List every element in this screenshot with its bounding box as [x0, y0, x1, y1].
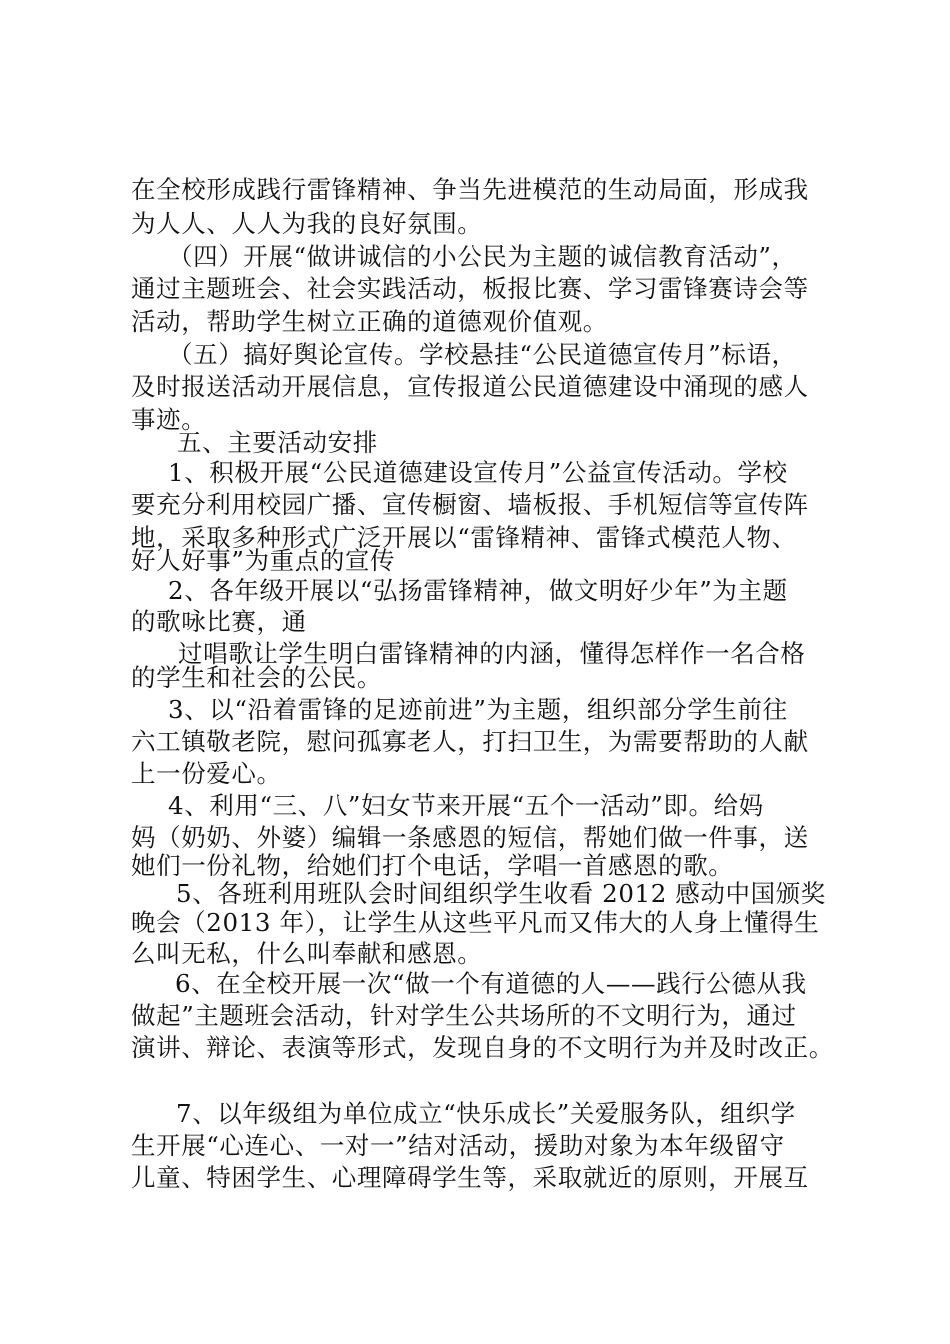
- text-line: 为人人、人人为我的良好氛围。: [131, 209, 483, 238]
- text-line: 儿童、特困学生、心理障碍学生等，采取就近的原则，开展互: [131, 1163, 809, 1192]
- text-line: 7、以年级组为单位成立“快乐成长”关爱服务队，组织学: [176, 1099, 796, 1128]
- text-line: 2、各年级开展以“弘扬雷锋精神，做文明好少年”为主题: [168, 576, 788, 605]
- text-line: 事迹。: [131, 405, 207, 434]
- text-line: 要充分利用校园广播、宣传橱窗、墙板报、手机短信等宣传阵: [131, 490, 809, 519]
- text-line: 3、以“沿着雷锋的足迹前进”为主题，组织部分学生前往: [168, 695, 788, 724]
- section-heading: 五、主要活动安排: [177, 428, 378, 457]
- text-line: 生开展“心连心、一对一”结对活动，援助对象为本年级留守: [131, 1131, 785, 1160]
- text-line: 5、各班利用班队会时间组织学生收看 2012 感动中国颁奖: [176, 879, 826, 908]
- text-line: 做起”主题班会活动，针对学生公共场所的不文明行为，通过: [131, 1001, 797, 1030]
- text-line: （四）开展“做讲诚信的小公民为主题的诚信教育活动”，: [168, 242, 797, 271]
- text-line: 好人好事”为重点的宣传: [131, 546, 396, 575]
- text-line: 4、利用“三、八”妇女节来开展“五个一活动”即。给妈: [168, 791, 764, 820]
- text-line: 通过主题班会、社会实践活动，板报比赛、学习雷锋赛诗会等: [131, 274, 809, 303]
- text-line: 在全校形成践行雷锋精神、争当先进模范的生动局面，形成我: [131, 175, 809, 204]
- text-line: 6、在全校开展一次“做一个有道德的人——践行公德从我: [175, 969, 807, 998]
- text-line: 妈（奶奶、外婆）编辑一条感恩的短信，帮她们做一件事，送: [131, 823, 809, 852]
- text-line: 过唱歌让学生明白雷锋精神的内涵，懂得怎样作一名合格: [178, 639, 806, 668]
- text-line: 的学生和社会的公民。: [131, 663, 382, 692]
- text-line: 上一份爱心。: [131, 759, 282, 788]
- text-line: 的歌咏比赛，通: [131, 607, 307, 636]
- text-line: 及时报送活动开展信息，宣传报道公民道德建设中涌现的感人: [131, 372, 809, 401]
- text-line: （五）搞好舆论宣传。学校悬挂“公民道德宣传月”标语，: [168, 340, 797, 369]
- text-line: 地，采取多种形式广泛开展以“雷锋精神、雷锋式模范人物、: [131, 523, 797, 552]
- text-line: 演讲、辩论、表演等形式，发现自身的不文明行为并及时改正。: [131, 1033, 834, 1062]
- text-line: 1、积极开展“公民道德建设宣传月”公益宣传活动。学校: [168, 458, 788, 487]
- text-line: 她们一份礼物，给她们打个电话，学唱一首感恩的歌。: [131, 851, 734, 880]
- text-line: 活动，帮助学生树立正确的道德观价值观。: [131, 307, 608, 336]
- text-line: 六工镇敬老院，慰问孤寡老人，打扫卫生，为需要帮助的人献: [131, 727, 809, 756]
- text-line: 晚会（2013 年），让学生从这些平凡而又伟大的人身上懂得生: [131, 908, 820, 937]
- text-line: 么叫无私，什么叫奉献和感恩。: [131, 939, 483, 968]
